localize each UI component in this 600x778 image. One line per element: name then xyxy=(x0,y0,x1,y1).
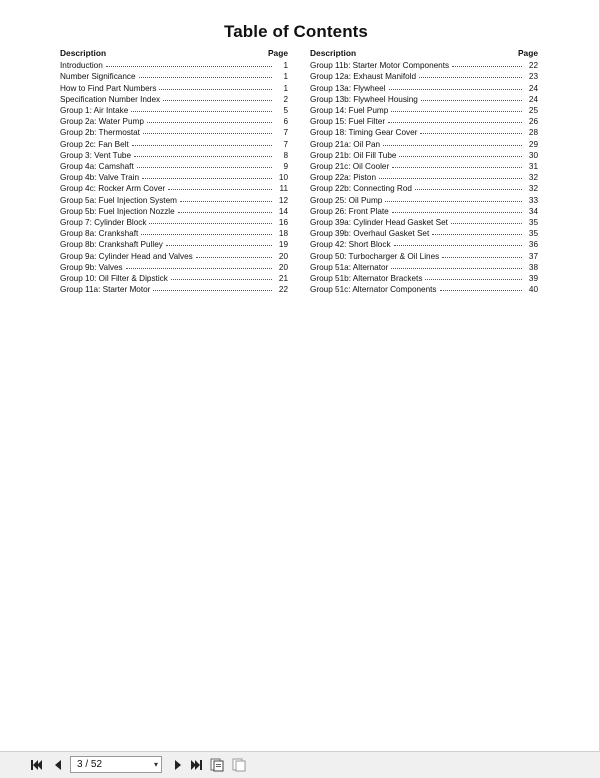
toc-entry-label: Group 42: Short Block xyxy=(310,240,391,250)
toc-entry-page: 10 xyxy=(278,173,288,183)
toc-entry-page: 32 xyxy=(528,173,538,183)
dot-leader xyxy=(171,272,272,280)
toc-entry-page: 35 xyxy=(528,229,538,239)
toc-entry-label: Specification Number Index xyxy=(60,94,161,104)
toc-entry-label: Group 14: Fuel Pump xyxy=(310,106,389,116)
toc-entry-label: Group 5b: Fuel Injection Nozzle xyxy=(60,206,175,216)
pages-icon[interactable] xyxy=(232,758,246,772)
toc-entry-page: 8 xyxy=(283,150,288,160)
toc-entry-label: Number Significance xyxy=(60,72,136,82)
toc-entry-label: Group 22b: Connecting Rod xyxy=(310,184,412,194)
dot-leader xyxy=(394,238,522,246)
toc-entry-label: Group 4a: Camshaft xyxy=(60,162,134,172)
toc-header xyxy=(60,48,288,59)
dot-leader xyxy=(452,59,522,67)
dot-leader xyxy=(425,272,522,280)
dot-leader xyxy=(399,149,522,157)
dot-leader xyxy=(391,261,522,269)
next-page-icon[interactable] xyxy=(171,758,185,772)
toc-entry-label: Group 18: Timing Gear Cover xyxy=(310,128,418,138)
page-layout-icon[interactable] xyxy=(210,758,224,772)
page-header: Page xyxy=(517,48,538,58)
toc-entry-label: Group 7: Cylinder Block xyxy=(60,218,147,228)
dot-leader xyxy=(178,205,272,213)
toc-entry-page: 35 xyxy=(528,218,538,228)
toc-entry-label: Group 21c: Oil Cooler xyxy=(310,162,390,172)
toc-header xyxy=(310,48,538,59)
toc-entry-label: Group 21a: Oil Pan xyxy=(310,139,381,149)
dot-leader xyxy=(166,238,272,246)
dot-leader xyxy=(143,126,272,134)
toc-entry-label: Group 50: Turbocharger & Oil Lines xyxy=(310,251,440,261)
toc-entry-label: Group 11b: Starter Motor Components xyxy=(310,61,450,71)
toc-entry-page: 34 xyxy=(528,206,538,216)
dot-leader xyxy=(132,138,272,146)
dot-leader xyxy=(451,216,522,224)
toc-entry-label: Group 5a: Fuel Injection System xyxy=(60,195,177,205)
toc-entry-page: 37 xyxy=(528,251,538,261)
toc-entry-page: 28 xyxy=(528,128,538,138)
toc-entry-label: Group 8a: Crankshaft xyxy=(60,229,139,239)
toc-entry-label: Group 1: Air Intake xyxy=(60,106,129,116)
toc-entry-page: 30 xyxy=(528,150,538,160)
toc-entry-label: Group 10: Oil Filter & Dipstick xyxy=(60,274,168,284)
toc-entry-page: 24 xyxy=(528,83,538,93)
toc-entry-label: Group 51c: Alternator Components xyxy=(310,285,437,295)
toc-entry-label: Group 2a: Water Pump xyxy=(60,117,144,127)
last-page-icon[interactable] xyxy=(189,758,203,772)
toc-entry-label: Group 39a: Cylinder Head Gasket Set xyxy=(310,218,448,228)
toc-entry-page: 36 xyxy=(528,240,538,250)
toc-entry-page: 22 xyxy=(278,285,288,295)
toc-entry-label: Group 39b: Overhaul Gasket Set xyxy=(310,229,430,239)
toc-entry-page: 18 xyxy=(278,229,288,239)
toc-entry-label: Group 26: Front Plate xyxy=(310,206,389,216)
toc-entry-page: 23 xyxy=(528,72,538,82)
dot-leader xyxy=(180,194,272,202)
dot-leader xyxy=(147,115,272,123)
dot-leader xyxy=(432,227,522,235)
dot-leader xyxy=(141,227,272,235)
dot-leader xyxy=(142,171,272,179)
toc-entry-label: Group 12a: Exhaust Manifold xyxy=(310,72,417,82)
dot-leader xyxy=(415,182,522,190)
toc-entry-label: Group 13b: Flywheel Housing xyxy=(310,94,418,104)
dot-leader xyxy=(420,126,522,134)
toc-entry-page: 20 xyxy=(278,251,288,261)
dot-leader xyxy=(196,250,272,258)
toc-entry-page: 1 xyxy=(283,72,288,82)
previous-page-icon[interactable] xyxy=(51,758,65,772)
toc-entry-page: 20 xyxy=(278,262,288,272)
description-header: Description xyxy=(60,48,107,58)
toc-right-column xyxy=(310,48,538,295)
dot-leader xyxy=(392,160,522,168)
first-page-icon[interactable] xyxy=(30,758,44,772)
toc-entry-label: Group 25: Oil Pump xyxy=(310,195,383,205)
toc-entry-page: 9 xyxy=(283,162,288,172)
dot-leader xyxy=(421,93,522,101)
toc-entry-page: 39 xyxy=(528,274,538,284)
toc-entry-page: 32 xyxy=(528,184,538,194)
toc-entry-label: Group 2c: Fan Belt xyxy=(60,139,129,149)
toc-entry-label: Group 4c: Rocker Arm Cover xyxy=(60,184,166,194)
toc-entry-label: Group 13a: Flywheel xyxy=(310,83,386,93)
toc-entry-page: 25 xyxy=(528,106,538,116)
dot-leader xyxy=(383,138,522,146)
toc-entry-page: 12 xyxy=(278,195,288,205)
dot-leader xyxy=(440,283,522,291)
page-title: Table of Contents xyxy=(224,22,368,41)
toc-entry-label: Group 4b: Valve Train xyxy=(60,173,140,183)
dot-leader xyxy=(168,182,272,190)
dot-leader xyxy=(442,250,522,258)
toc-entry-page: 29 xyxy=(528,139,538,149)
toc-entry-page: 1 xyxy=(283,61,288,71)
toc-entry-page: 19 xyxy=(278,240,288,250)
toc-entry-page: 16 xyxy=(278,218,288,228)
dot-leader xyxy=(134,149,272,157)
dot-leader xyxy=(153,283,272,291)
toc-entry[interactable] xyxy=(60,284,288,295)
dot-leader xyxy=(419,70,522,78)
page-indicator: 3 / 52 xyxy=(77,759,103,770)
toc-entry-page: 38 xyxy=(528,262,538,272)
toc-entry-label: Group 8b: Crankshaft Pulley xyxy=(60,240,163,250)
dot-leader xyxy=(385,194,522,202)
toc-entry-label: Group 15: Fuel Filter xyxy=(310,117,386,127)
toc-entry-page: 7 xyxy=(283,139,288,149)
toc-entry-label: Introduction xyxy=(60,61,103,71)
dot-leader xyxy=(106,59,272,67)
toc-entry-label: Group 11a: Starter Motor xyxy=(60,285,151,295)
toc-entry-page: 5 xyxy=(283,106,288,116)
page-selector[interactable] xyxy=(70,756,162,773)
toc-entry-page: 2 xyxy=(283,94,288,104)
toc-entry-label: Group 9b: Valves xyxy=(60,262,123,272)
dot-leader xyxy=(389,82,522,90)
toc-entry-page: 24 xyxy=(528,94,538,104)
toc-entry-page: 21 xyxy=(278,274,288,284)
toc-entry-page: 33 xyxy=(528,195,538,205)
toc-entry[interactable] xyxy=(310,284,538,295)
toc-entry-label: How to Find Part Numbers xyxy=(60,83,157,93)
toc-entry-label: Group 9a: Cylinder Head and Valves xyxy=(60,251,193,261)
toc-entry-page: 6 xyxy=(283,117,288,127)
toc-entry-label: Group 51b: Alternator Brackets xyxy=(310,274,423,284)
dot-leader xyxy=(163,93,272,101)
toc-entry-label: Group 22a: Piston xyxy=(310,173,376,183)
toc-entry-page: 26 xyxy=(528,117,538,127)
toc-entry-page: 40 xyxy=(528,285,538,295)
dot-leader xyxy=(126,261,272,269)
toc-left-column xyxy=(60,48,288,295)
toc-entry-label: Group 21b: Oil Fill Tube xyxy=(310,150,397,160)
toc-entry-page: 7 xyxy=(283,128,288,138)
toc-entry-label: Group 51a: Alternator xyxy=(310,262,389,272)
toc-entry-page: 1 xyxy=(283,83,288,93)
dot-leader xyxy=(159,82,272,90)
toc-entry-page: 14 xyxy=(278,206,288,216)
dot-leader xyxy=(131,104,272,112)
page-header: Page xyxy=(267,48,288,58)
dot-leader xyxy=(392,205,522,213)
viewer-toolbar xyxy=(0,751,600,778)
dot-leader xyxy=(137,160,272,168)
dot-leader xyxy=(379,171,522,179)
dot-leader xyxy=(391,104,522,112)
toc-entry-page: 22 xyxy=(528,61,538,71)
chevron-down-icon: ▾ xyxy=(153,760,158,769)
dot-leader xyxy=(388,115,522,123)
toc-entry-label: Group 3: Vent Tube xyxy=(60,150,132,160)
toc-entry-page: 11 xyxy=(279,184,288,194)
dot-leader xyxy=(139,70,272,78)
description-header: Description xyxy=(310,48,357,58)
toc-entry-page: 31 xyxy=(528,162,538,172)
dot-leader xyxy=(149,216,272,224)
toc-entry-label: Group 2b: Thermostat xyxy=(60,128,140,138)
